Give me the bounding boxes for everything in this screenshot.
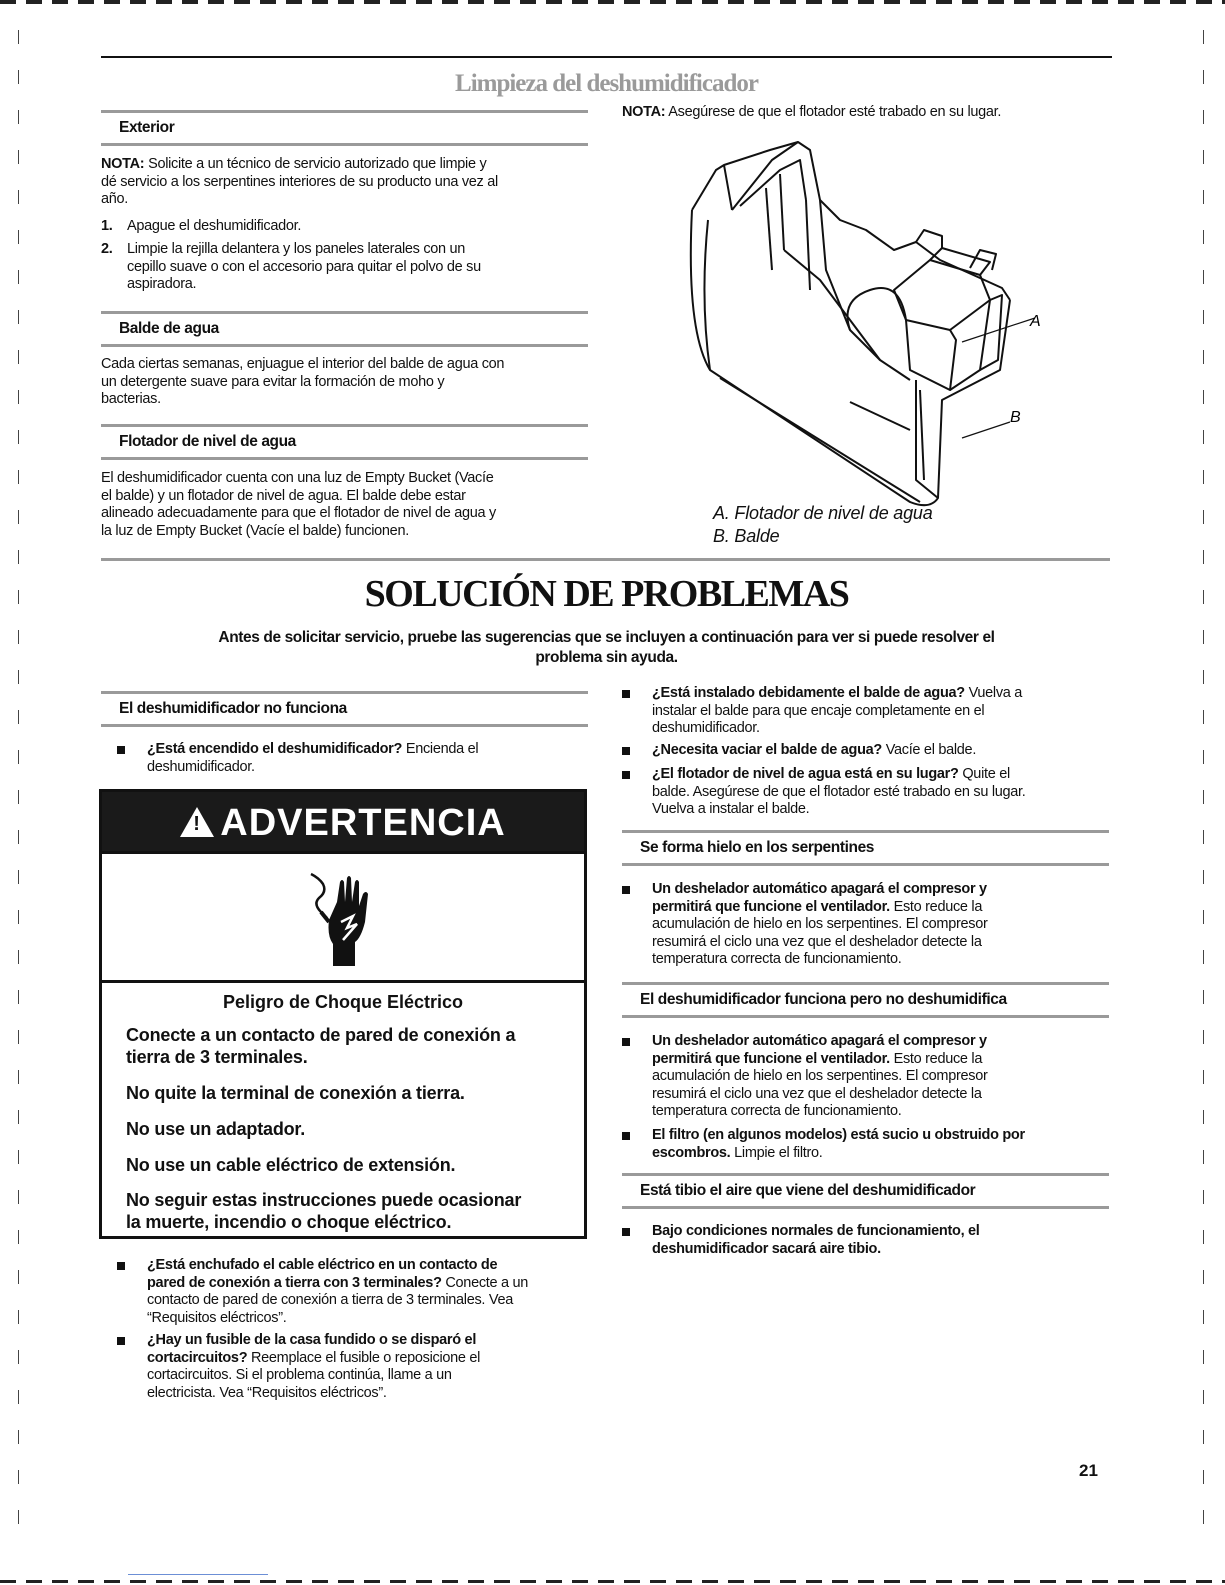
bullet-bold: El filtro (en algunos modelos) está sucio u obstruido por (652, 1127, 1025, 1143)
exterior-note (101, 156, 591, 209)
bucket-header (101, 311, 588, 347)
bullet-text (652, 1223, 980, 1258)
bullet-question: ¿Necesita vaciar el balde de agua? (652, 742, 882, 758)
bullet-square (117, 746, 125, 754)
bullet-question: cortacircuitos? (147, 1349, 248, 1366)
bottom-link-line (128, 1574, 268, 1575)
bullet-line: deshumidificador. (652, 720, 760, 736)
bullet-question: ¿Está enchufado el cable eléctrico en un contacto de (147, 1257, 498, 1273)
bullet-line: temperatura correcta de funcionamiento. (652, 951, 902, 967)
left-bullet-fuse (117, 1332, 597, 1404)
text-line: la luz de Empty Bucket (Vacíe el balde) funcionen. (101, 522, 409, 539)
bullet-square (622, 1228, 630, 1236)
float-header-label: Flotador de nivel de agua (119, 433, 296, 450)
page-border-bottom (0, 1580, 1225, 1583)
mid-rule (101, 558, 1110, 561)
bullet-square (622, 886, 630, 894)
bullet-square (622, 1038, 630, 1046)
text-line: El deshumidificador cuenta con una luz de Empty Bucket (Vacíe (101, 470, 494, 486)
no-work-header-label: El deshumidificador no funciona (119, 700, 347, 717)
warning-item (126, 1024, 576, 1068)
bullet-line: resumirá el ciclo una vez que el deshelador detecte la (652, 1085, 982, 1102)
bullet-answer: Esto reduce la (889, 898, 983, 915)
page-number: 21 (1079, 1461, 1098, 1480)
bullet-bold: deshumidificador sacará aire tibio. (652, 1240, 881, 1257)
troubleshooting-intro (101, 628, 1112, 668)
ice-header (622, 830, 1109, 866)
bullet-line: Vuelva a instalar el balde. (652, 801, 810, 817)
bullet-answer: Vuelva a (964, 685, 1023, 701)
bullet-line: acumulación de hielo en los serpentines. El compresor (652, 1068, 988, 1084)
bullet-text (147, 1257, 528, 1327)
bullet-line: resumirá el ciclo una vez que el deshelador detecte la (652, 933, 982, 950)
bullet-line: contacto de pared de conexión a tierra de 3 terminales. Vea (147, 1292, 513, 1308)
float-text (101, 470, 591, 540)
warning-line: Conecte a un contacto de pared de conexión a (126, 1025, 516, 1045)
warning-box (99, 789, 587, 1239)
text-line: Cada ciertas semanas, enjuague el interior del balde de agua con (101, 356, 505, 372)
bullet-line: “Requisitos eléctricos”. (147, 1309, 287, 1326)
page-border-right (1203, 30, 1204, 1550)
step-number: 2. (101, 241, 113, 257)
electric-shock-icon (309, 872, 379, 967)
bullet-text (652, 742, 976, 760)
bullet-answer: Vacíe el balde. (881, 742, 977, 758)
bullet-bold: Bajo condiciones normales de funcionamiento, el (652, 1223, 980, 1239)
bullet-text (652, 766, 1025, 819)
warning-line: la muerte, incendio o choque eléctrico. (126, 1212, 452, 1232)
right-bullet-float (622, 766, 1112, 820)
bullet-line: acumulación de hielo en los serpentines. El compresor (652, 916, 988, 932)
warm-air-header-label: Está tibio el aire que viene del deshumidificador (640, 1182, 976, 1199)
bullet-text (147, 741, 478, 776)
warning-item (126, 1189, 576, 1233)
step-text: Apague el deshumidificador. (127, 218, 302, 234)
text-line: un detergente suave para evitar la formación de moho y (101, 373, 445, 390)
no-work-bullet-1 (117, 741, 587, 777)
bullet-answer: Conecte a un (441, 1274, 529, 1291)
bullet-line: deshumidificador. (147, 758, 255, 775)
bullet-answer: Limpie el filtro. (730, 1144, 823, 1161)
left-bullet-plug (117, 1257, 597, 1329)
exterior-note-label: NOTA: (101, 156, 145, 172)
bullet-question: ¿Está instalado debidamente el balde de agua? (652, 685, 965, 701)
bullet-text (652, 1127, 1025, 1162)
bullet-square (622, 771, 630, 779)
bullet-text (652, 685, 1022, 738)
bullet-line: cortacircuitos. Si el problema continúa, llame a un (147, 1367, 452, 1383)
bullet-text (652, 881, 988, 969)
step-line: cepillo suave o con el accesorio para quitar el polvo de su (127, 258, 481, 275)
bullet-question: ¿Está encendido el deshumidificador? (147, 741, 403, 757)
bullet-bold: permitirá que funcione el ventilador. (652, 1050, 890, 1067)
intro-line: Antes de solicitar servicio, pruebe las sugerencias que se incluyen a continuación para ver si puede resolver el (218, 629, 995, 646)
warm-air-bullet (622, 1223, 1112, 1259)
warm-air-header (622, 1173, 1109, 1209)
warning-title: ADVERTENCIA (220, 802, 506, 844)
bucket-text (101, 356, 591, 409)
warning-divider (102, 980, 584, 983)
warning-triangle-icon (180, 807, 214, 837)
bullet-question: ¿El flotador de nivel de agua está en su lugar? (652, 766, 959, 782)
bucket-header-label: Balde de agua (119, 320, 219, 337)
bullet-answer: Esto reduce la (889, 1050, 983, 1067)
exterior-header-label: Exterior (119, 119, 175, 136)
exterior-header (101, 110, 588, 146)
bullet-square (117, 1337, 125, 1345)
bullet-square (622, 1132, 630, 1140)
bullet-bold: Un deshelador automático apagará el compresor y (652, 881, 987, 897)
exterior-step-1 (101, 218, 591, 236)
note-line: año. (101, 191, 129, 207)
bullet-bold: permitirá que funcione el ventilador. (652, 898, 890, 915)
section-title: Limpieza del deshumidificador (455, 70, 758, 97)
float-header (101, 424, 588, 460)
warning-subtitle: Peligro de Choque Eléctrico (222, 992, 464, 1012)
text-line: el balde) y un flotador de nivel de agua. El balde debe estar (101, 487, 466, 504)
no-dehum-bullet-2 (622, 1127, 1112, 1163)
step-number: 1. (101, 218, 113, 234)
ice-bullet (622, 881, 1112, 971)
text-line: bacterias. (101, 391, 161, 407)
warning-item: No use un cable eléctrico de extensión. (126, 1155, 456, 1175)
note-line: Solicite a un técnico de servicio autorizado que limpie y (148, 156, 487, 172)
bullet-bold: Un deshelador automático apagará el compresor y (652, 1033, 987, 1049)
text-line: alineado adecuadamente para que el flotador de nivel de agua y (101, 505, 496, 521)
bullet-answer: Reemplace el fusible o reposicione el (247, 1349, 481, 1366)
warning-line: No seguir estas instrucciones puede ocasionar (126, 1190, 522, 1210)
caption-a: A. Flotador de nivel de agua (713, 503, 933, 523)
intro-line: problema sin ayuda. (535, 649, 678, 666)
bullet-square (622, 690, 630, 698)
bullet-line: balde. Asegúrese de que el flotador esté trabado en su lugar. (652, 783, 1026, 800)
figure-label-b: B (1010, 409, 1021, 426)
no-dehum-header (622, 982, 1109, 1018)
bullet-answer: Encienda el (402, 741, 479, 757)
warning-line: tierra de 3 terminales. (126, 1047, 308, 1067)
page-border-top (0, 0, 1225, 4)
bullet-text (147, 1332, 480, 1402)
bullet-line: instalar el balde para que encaje completamente en el (652, 702, 985, 719)
no-dehum-header-label: El deshumidificador funciona pero no deshumidifica (640, 991, 1007, 1008)
step-text (127, 241, 481, 294)
bullet-square (622, 747, 630, 755)
right-note-label: NOTA: (622, 104, 666, 120)
ice-header-label: Se forma hielo en los serpentines (640, 839, 875, 856)
bullet-line: electricista. Vea “Requisitos eléctricos”. (147, 1384, 387, 1401)
warning-header (102, 792, 584, 851)
exterior-step-2 (101, 241, 591, 295)
no-work-header (101, 691, 588, 727)
right-note (622, 104, 1122, 122)
bullet-question: pared de conexión a tierra con 3 terminales? (147, 1274, 442, 1291)
step-line: Limpie la rejilla delantera y los paneles laterales con un (127, 241, 466, 257)
right-bullet-empty (622, 742, 1112, 760)
bullet-square (117, 1262, 125, 1270)
top-rule (101, 56, 1112, 58)
note-line: dé servicio a los serpentines interiores de su producto una vez al (101, 173, 498, 190)
right-bullet-installed (622, 685, 1112, 739)
figure-label-a: A (1030, 313, 1041, 330)
bullet-text (652, 1033, 988, 1121)
main-title: SOLUCIÓN DE PROBLEMAS (364, 573, 849, 615)
warning-divider (102, 851, 584, 854)
right-note-text: Asegúrese de que el flotador esté trabado en su lugar. (668, 104, 1002, 120)
page-border-left (18, 30, 19, 1550)
bullet-bold: escombros. (652, 1144, 731, 1161)
bucket-illustration (680, 130, 1060, 510)
caption-b: B. Balde (713, 526, 780, 546)
bullet-question: ¿Hay un fusible de la casa fundido o se disparó el (147, 1332, 477, 1348)
step-line: aspiradora. (127, 276, 197, 292)
bullet-line: temperatura correcta de funcionamiento. (652, 1103, 902, 1119)
warning-item: No quite la terminal de conexión a tierra. (126, 1083, 465, 1103)
no-dehum-bullet-1 (622, 1033, 1112, 1123)
bullet-answer: Quite el (958, 766, 1010, 782)
warning-item: No use un adaptador. (126, 1119, 306, 1139)
